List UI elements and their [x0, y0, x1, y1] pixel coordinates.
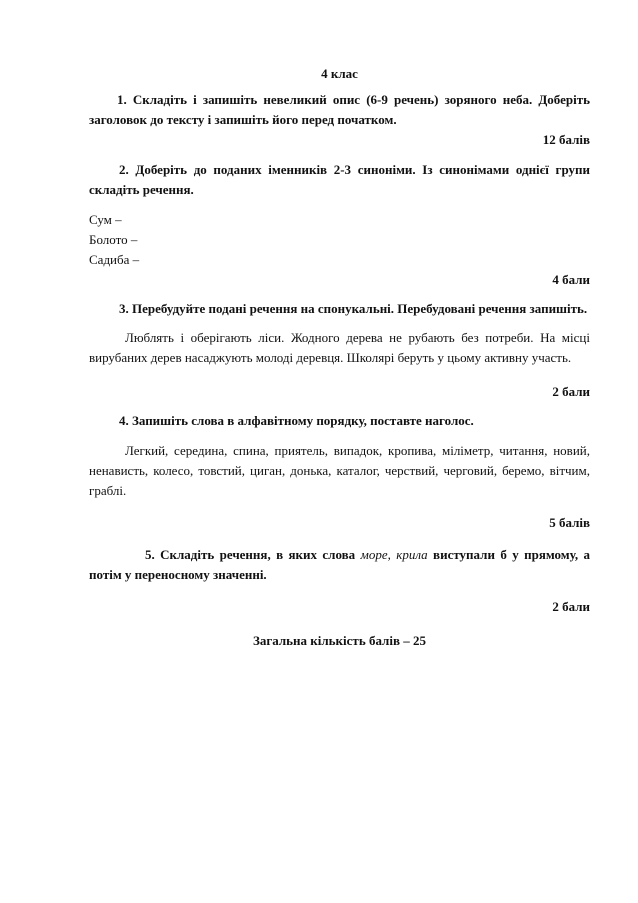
task-5-text-after: виступали б у прямому, а потім у переносному значенні. — [89, 547, 590, 582]
task-4-words: Легкий, середина, спина, приятель, випадок, кропива, міліметр, читання, новий, ненависть, колесо, товстий, циган, донька, каталог, черствий, черговий, беремо, вітчим, граблі. — [89, 443, 590, 498]
task-2-word-1: Сум – — [89, 212, 122, 227]
task-5-text — [89, 545, 590, 585]
grade-title: 4 клас — [321, 66, 358, 81]
task-2-word-3: Садиба – — [89, 252, 140, 267]
document-content — [89, 64, 590, 651]
total-points: Загальна кількість балів – 25 — [253, 633, 426, 648]
task-4-text: 4. Запишіть слова в алфавітному порядку, поставте наголос. — [119, 413, 474, 428]
task-1-text: 1. Складіть і запишіть невеликий опис (6-9 речень) зоряного неба. Доберіть заголовок до тексту і запишіть його перед початком. — [89, 92, 590, 127]
task-2-points: 4 бали — [552, 272, 590, 287]
task-3-points: 2 бали — [552, 384, 590, 399]
task-5-points: 2 бали — [552, 599, 590, 614]
task-4-points: 5 балів — [549, 515, 590, 530]
task-5-italic-words: море, крила — [360, 547, 428, 562]
task-2-text: 2. Доберіть до поданих іменників 2-3 синоніми. Із синонімами однієї групи складіть речення. — [89, 162, 590, 197]
task-1-points: 12 балів — [542, 132, 590, 147]
task-3-text: 3. Перебудуйте подані речення на спонукальні. Перебудовані речення запишіть. — [119, 301, 588, 316]
task-5-text-before: 5. Складіть речення, в яких слова — [145, 547, 361, 562]
task-2-word-2: Болото – — [89, 232, 138, 247]
task-3-passage: Люблять і оберігають ліси. Жодного дерева не рубають без потреби. На місці вирубаних дерев насаджують молоді деревця. Школярі беруть у цьому активну участь. — [89, 330, 590, 365]
